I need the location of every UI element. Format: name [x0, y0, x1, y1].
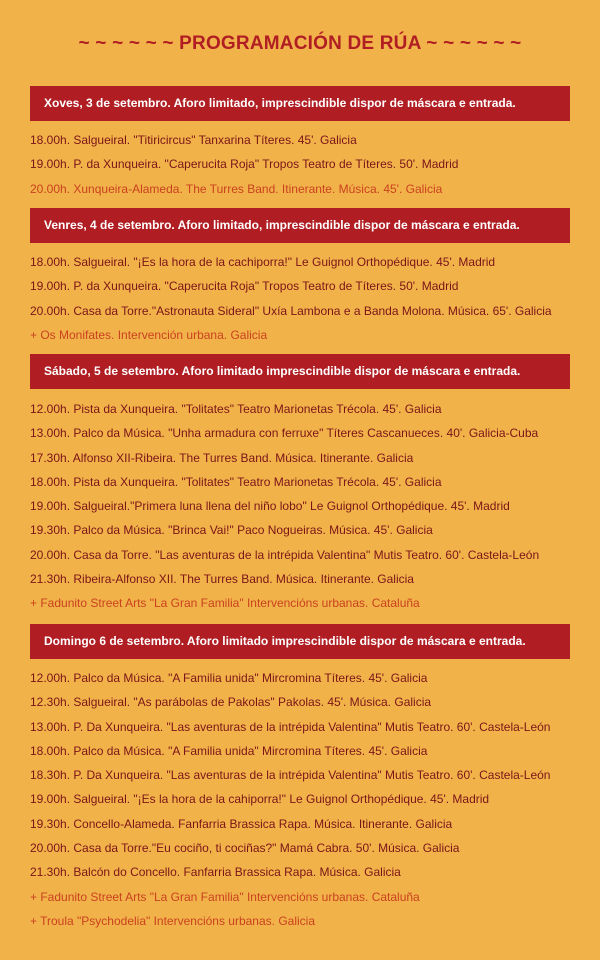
- event-row: 18.30h. P. Da Xunqueira. "Las aventuras de la intrépida Valentina" Mutis Teatro. 60'. Castela-León: [30, 768, 551, 783]
- events-saturday: [30, 397, 590, 616]
- events-sunday: [30, 666, 590, 933]
- event-row: 18.00h. Salgueiral. "Titiricircus" Tanxarina Títeres. 45'. Galicia: [30, 133, 357, 147]
- events-thursday: [30, 128, 590, 201]
- event-row-highlight: + Fadunito Street Arts "La Gran Familia" Intervencións urbanas. Cataluña: [30, 596, 420, 611]
- event-row: 19.00h. Salgueiral. "¡Es la hora de la cahiporra!" Le Guignol Orthopédique. 45'. Madrid: [30, 792, 490, 807]
- event-row: 19.00h. P. da Xunqueira. "Caperucita Roja" Tropos Teatro de Títeres. 50'. Madrid: [30, 157, 459, 172]
- event-row: 18.00h. Salgueiral. "¡Es la hora de la cachiporra!" Le Guignol Orthopédique. 45'. Madrid: [30, 255, 496, 269]
- event-row: 21.30h. Balcón do Concello. Fanfarria Brassica Rapa. Música. Galicia: [30, 865, 401, 880]
- event-row-highlight: + Fadunito Street Arts "La Gran Familia" Intervencións urbanas. Cataluña: [30, 889, 420, 904]
- event-row: 13.00h. Palco da Música. "Unha armadura con ferruxe" Títeres Cascanueces. 40'. Galicia-Cuba: [30, 426, 539, 441]
- event-row: 12.00h. Palco da Música. "A Familia unida" Mircromina Títeres. 45'. Galicia: [30, 671, 428, 685]
- event-row: 19.30h. Concello-Alameda. Fanfarria Brassica Rapa. Música. Itinerante. Galicia: [30, 816, 453, 831]
- day-header-sunday: Domingo 6 de setembro. Aforo limitado imprescindible dispor de máscara e entrada.: [30, 624, 570, 659]
- day-header-friday: Venres, 4 de setembro. Aforo limitado, imprescindible dispor de máscara e entrada.: [30, 208, 570, 243]
- event-row: 12.00h. Pista da Xunqueira. "Tolitates" Teatro Marionetas Trécola. 45'. Galicia: [30, 402, 442, 416]
- day-header-thursday: Xoves, 3 de setembro. Aforo limitado, imprescindible dispor de máscara e entrada.: [30, 86, 570, 121]
- event-row: 19.00h. Salgueiral."Primera luna llena del niño lobo" Le Guignol Orthopédique. 45'. Madrid: [30, 499, 510, 514]
- event-row: 20.00h. Casa da Torre."Eu cociño, ti cociñas?" Mamá Cabra. 50'. Música. Galicia: [30, 841, 460, 856]
- event-row: 18.00h. Palco da Música. "A Familia unida" Mircromina Títeres. 45'. Galicia: [30, 743, 428, 758]
- event-row: 17.30h. Alfonso XII-Ribeira. The Turres Band. Música. Itinerante. Galicia: [30, 450, 414, 465]
- event-row-highlight: 20.00h. Xunqueira-Alameda. The Turres Band. Itinerante. Música. 45'. Galicia: [30, 181, 443, 196]
- event-row: 19.30h. Palco da Música. "Brinca Vai!" Paco Nogueiras. Música. 45'. Galicia: [30, 523, 433, 538]
- day-header-saturday: Sábado, 5 de setembro. Aforo limitado imprescindible dispor de máscara e entrada.: [30, 354, 570, 389]
- event-row-highlight: + Os Monifates. Intervención urbana. Galicia: [30, 327, 268, 342]
- event-row: 21.30h. Ribeira-Alfonso XII. The Turres Band. Música. Itinerante. Galicia: [30, 572, 414, 587]
- events-friday: [30, 250, 590, 347]
- event-row: 18.00h. Pista da Xunqueira. "Tolitates" Teatro Marionetas Trécola. 45'. Galicia: [30, 474, 442, 489]
- event-row: 13.00h. P. Da Xunqueira. "Las aventuras de la intrépida Valentina" Mutis Teatro. 60'. Castela-León: [30, 719, 551, 734]
- event-row: 12.30h. Salgueiral. "As parábolas de Pakolas" Pakolas. 45'. Música. Galicia: [30, 695, 432, 710]
- page-title: ~ ~ ~ ~ ~ ~ PROGRAMACIÓN DE RÚA ~ ~ ~ ~ ~ ~: [78, 33, 522, 54]
- event-row-highlight: + Troula "Psychodelia" Intervencións urbanas. Galicia: [30, 913, 316, 928]
- event-row: 20.00h. Casa da Torre. "Las aventuras de la intrépida Valentina" Mutis Teatro. 60'. Castela-León: [30, 547, 540, 562]
- event-row: 20.00h. Casa da Torre."Astronauta Sideral" Uxía Lambona e a Banda Molona. Música. 65'. Galicia: [30, 303, 552, 318]
- event-row: 19.00h. P. da Xunqueira. "Caperucita Roja" Tropos Teatro de Títeres. 50'. Madrid: [30, 279, 459, 294]
